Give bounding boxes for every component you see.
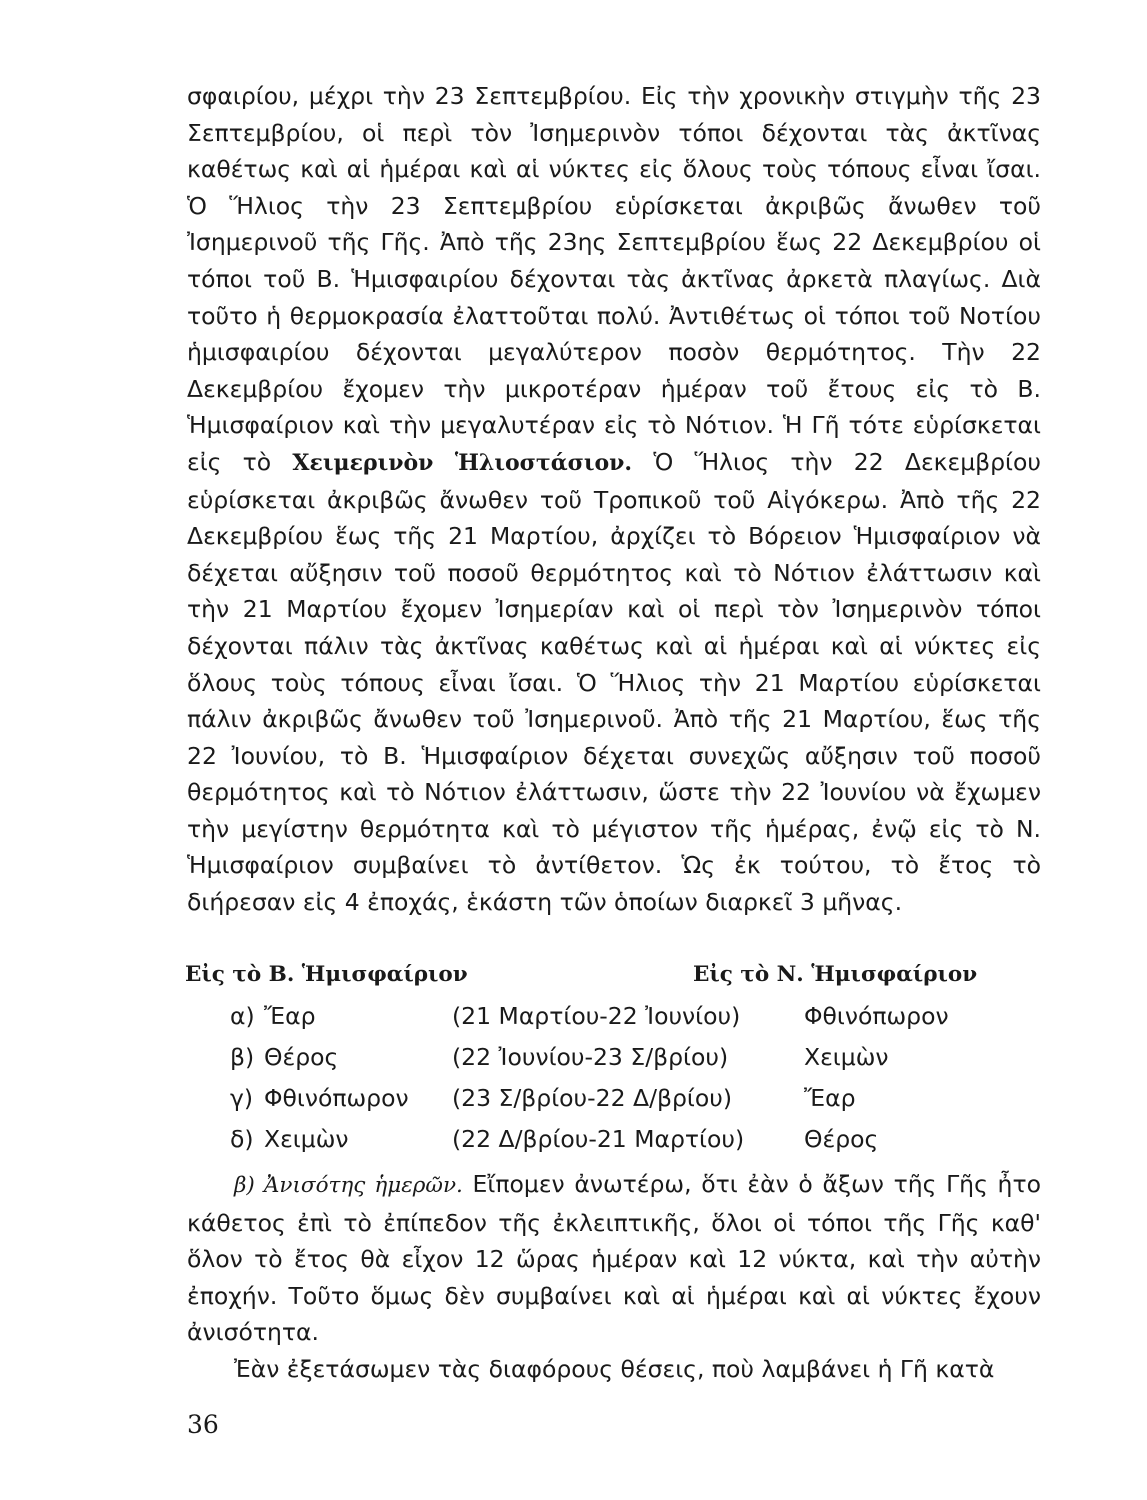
seasons-table-header: [185, 962, 1045, 992]
north-season: Θέρος: [264, 1043, 339, 1071]
winter-solstice-term: Χειμερινὸν Ἡλιοστάσιον.: [292, 449, 633, 476]
main-paragraph: [187, 78, 1041, 921]
date-range: (21 Μαρτίου-22 Ἰουνίου): [452, 1002, 741, 1030]
south-season: Ἔαρ: [804, 1084, 856, 1112]
date-range: (22 Δ/βρίου-21 Μαρτίου): [452, 1125, 745, 1153]
paragraph-text: σφαιρίου, μέχρι τὴν 23 Σεπτεμβρίου. Εἰς τὴν χρονικὴν στιγμὴν τῆς 23 Σεπτεμβρίου, οἱ περὶ τὸν Ἰσημερινὸν τόποι δέχονται τὰς ἀκτῖνας καθέτως καὶ αἱ ἡμέραι καὶ αἱ νύκτες εἰς ὅλους τοὺς τόπους εἶναι ἴσαι. Ὁ Ἥλιος τὴν 23 Σεπτεμβρίου εὑρίσκεται ἀκριβῶς ἄνωθεν τοῦ Ἰσημερινοῦ τῆς Γῆς. Ἀπὸ τῆς 23ης Σεπτεμβρίου ἕως 22 Δεκεμβρίου οἱ τόποι τοῦ Β. Ἡμισφαιρίου δέχονται τὰς ἀκτῖνας ἀρκετὰ πλαγίως. Διὰ τοῦτο ἡ θερμοκρασία ἐλαττοῦται πολύ. Ἀντιθέτως οἱ τόποι τοῦ Νοτίου ἡμισφαιρίου δέχονται μεγαλύτερον ποσὸν θερμότητος. Τὴν 22 Δεκεμβρίου ἔχομεν τὴν μικροτέραν ἡμέραν τοῦ ἔτους εἰς τὸ Β. Ἡμισφαίριον καὶ τὴν μεγαλυτέραν εἰς τὸ Νότιον. Ἡ Γῆ τότε εὑρίσκεται εἰς τὸ: [187, 82, 1041, 476]
north-season: Χειμὼν: [264, 1125, 349, 1153]
row-letter: δ): [230, 1125, 254, 1153]
seasons-table: [230, 1002, 1030, 1166]
section-b-text: Εἴπομεν ἀνωτέρω, ὅτι ἐὰν ὁ ἄξων τῆς Γῆς ἦτο κάθετος ἐπὶ τὸ ἐπίπεδον τῆς ἐκλειπτικῆς, ὅλοι οἱ τόποι τῆς Γῆς καθ' ὅλον τὸ ἔτος θὰ εἶχον 12 ὥρας ἡμέραν καὶ 12 νύκτα, καὶ τὴν αὐτὴν ἐποχήν. Τοῦτο ὅμως δὲν συμβαίνει καὶ αἱ ἡμέραι καὶ αἱ νύκτες ἔχουν ἀνισότητα.: [187, 1170, 1041, 1347]
table-row: [230, 1002, 1030, 1043]
south-season: Θέρος: [804, 1125, 879, 1153]
row-letter: α): [230, 1002, 255, 1030]
row-letter: β): [230, 1043, 255, 1071]
south-season: Χειμὼν: [804, 1043, 889, 1071]
north-hemisphere-header: Εἰς τὸ Β. Ἡμισφαίριον: [185, 962, 468, 987]
north-season: Φθινόπωρον: [264, 1084, 409, 1112]
page-number: 36: [187, 1410, 219, 1439]
table-row: [230, 1125, 1030, 1166]
north-season: Ἔαρ: [264, 1002, 316, 1030]
date-range: (23 Σ/βρίου-22 Δ/βρίου): [452, 1084, 733, 1112]
south-season: Φθινόπωρον: [804, 1002, 949, 1030]
south-hemisphere-header: Εἰς τὸ Ν. Ἡμισφαίριον: [693, 962, 978, 987]
next-paragraph-text: Ἐὰν ἐξετάσωμεν τὰς διαφόρους θέσεις, ποὺ λαμβάνει ἡ Γῆ κατὰ: [234, 1354, 995, 1383]
table-row: [230, 1084, 1030, 1125]
section-b-label: β) Ἀνισότης ἡμερῶν.: [234, 1173, 463, 1198]
table-row: [230, 1043, 1030, 1084]
paragraph-text-continued: Ὁ Ἥλιος τὴν 22 Δεκεμβρίου εὑρίσκεται ἀκριβῶς ἄνωθεν τοῦ Τροπικοῦ τοῦ Αἰγόκερω. Ἀπὸ τῆς 22 Δεκεμβρίου ἕως τῆς 21 Μαρτίου, ἀρχίζει τὸ Βόρειον Ἡμισφαίριον νὰ δέχεται αὔξησιν τοῦ ποσοῦ θερμότητος καὶ τὸ Νότιον ἐλάττωσιν καὶ τὴν 21 Μαρτίου ἔχομεν Ἰσημερίαν καὶ οἱ περὶ τὸν Ἰσημερινὸν τόποι δέχονται πάλιν τὰς ἀκτῖνας καθέτως καὶ αἱ ἡμέραι καὶ αἱ νύκτες εἰς ὅλους τοὺς τόπους εἶναι ἴσαι. Ὁ Ἥλιος τὴν 21 Μαρτίου εὑρίσκεται πάλιν ἀκριβῶς ἄνωθεν τοῦ Ἰσημερινοῦ. Ἀπὸ τῆς 21 Μαρτίου, ἕως τῆς 22 Ἰουνίου, τὸ Β. Ἡμισφαίριον δέχεται συνεχῶς αὔξησιν τοῦ ποσοῦ θερμότητος καὶ τὸ Νότιον ἐλάττωσιν, ὥστε τὴν 22 Ἰουνίου νὰ ἔχωμεν τὴν μεγίστην θερμότητα καὶ τὸ μέγιστον τῆς ἡμέρας, ἐνῷ εἰς τὸ Ν. Ἡμισφαίριον συμβαίνει τὸ ἀντίθετον. Ὡς ἐκ τούτου, τὸ ἔτος τὸ διήρεσαν εἰς 4 ἐποχάς, ἑκάστη τῶν ὁποίων διαρκεῖ 3 μῆνας.: [187, 447, 1041, 917]
section-b: [187, 1166, 1041, 1388]
date-range: (22 Ἰουνίου-23 Σ/βρίου): [452, 1043, 729, 1071]
row-letter: γ): [230, 1084, 254, 1112]
